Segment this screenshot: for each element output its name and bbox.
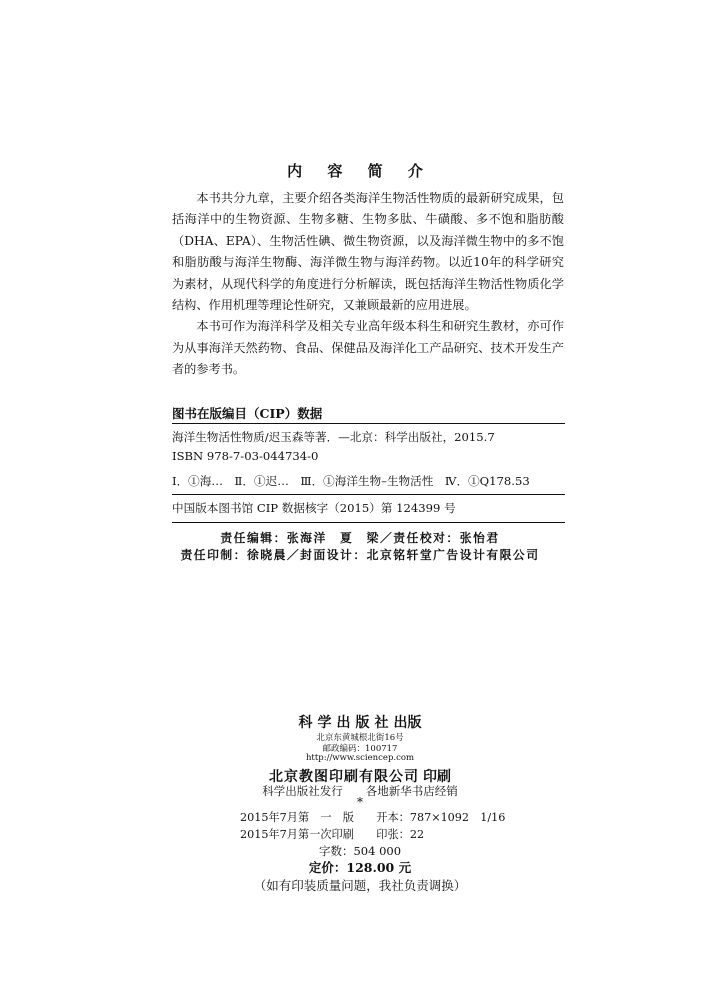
cip-divider <box>172 494 565 495</box>
publisher-name: 科学出版社 <box>298 715 394 731</box>
cip-isbn-line: ISBN 978-7-03-044734-0 <box>172 449 319 463</box>
price: 定价：128.00 元 <box>308 860 412 875</box>
credits-production: 责任印制：徐晓晨／封面设计：北京铭轩堂广告设计有限公司 <box>180 548 540 562</box>
summary-body <box>172 188 564 381</box>
edition-line: 2015年7月第 一 版 开本：787×1092 1/16 <box>240 811 506 824</box>
printing-line: 2015年7月第一次印刷 印张：22 <box>240 828 425 841</box>
summary-paragraph: 本书共分九章，主要介绍各类海洋生物活性物质的最新研究成果，包括海洋中的生物资源、生物多糖、生物多肽、牛磺酸、多不饱和脂肪酸（DHA、EPA）、生物活性碘、微生物资源，以及海洋微生物中的多不饱和脂肪酸与海洋生物酶、海洋微生物与海洋药物。以近10年的科学研究为素材，从现代科学的角度进行分析解读，既包括海洋生物活性物质化学结构、作用机理等理论性研究，又兼顾最新的应用进展。 <box>172 191 564 313</box>
publisher-suffix: 出版 <box>393 715 422 731</box>
cip-heading: 图书在版编目（CIP）数据 <box>172 406 323 421</box>
publisher-postcode: 邮政编码：100717 <box>322 744 398 754</box>
publisher-url: http://www.sciencep.com <box>305 753 415 763</box>
separator-star: * <box>357 795 363 809</box>
cip-title-line: 海洋生物活性物质/迟玉森等著．—北京：科学出版社，2015.7 <box>172 430 495 444</box>
printer-suffix: 印刷 <box>423 769 451 785</box>
publisher-address: 北京东黄城根北街16号 <box>316 733 404 743</box>
word-count: 字数：504 000 <box>318 844 402 858</box>
cip-data-block <box>172 423 565 523</box>
cip-record-line: 中国版本图书馆 CIP 数据核字（2015）第 124399 号 <box>172 501 456 515</box>
summary-paragraph: 本书可作为海洋科学及相关专业高年级本科生和研究生教材，亦可作为从事海洋天然药物、食品、保健品及海洋化工产品研究、技术开发生产者的参考书。 <box>172 319 564 377</box>
quality-note: （如有印装质量问题，我社负责调换） <box>253 878 467 893</box>
printer-name: 北京教图印刷有限公司 <box>269 769 419 785</box>
credits-editors: 责任编辑：张海洋 夏 梁／责任校对：张怡君 <box>220 531 500 545</box>
cip-classification-line: Ⅰ．①海… Ⅱ．①迟… Ⅲ．①海洋生物–生物活性 Ⅳ．①Q178.53 <box>172 474 530 488</box>
distribution-line: 科学出版社发行 各地新华书店经销 <box>262 784 458 798</box>
publisher-line <box>0 712 720 732</box>
summary-title: 内 容 简 介 <box>287 162 433 180</box>
